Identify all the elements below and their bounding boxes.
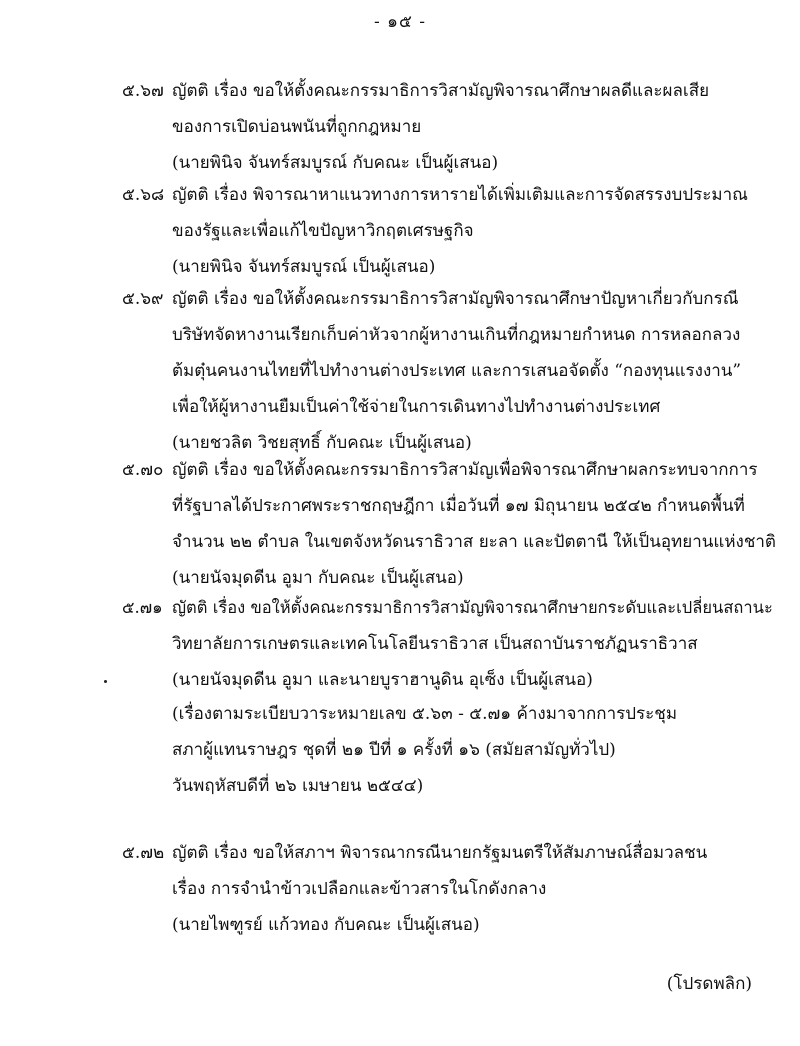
item-text: บริษัทจัดหางานเรียกเก็บค่าหัวจากผู้หางานเกินที่กฎหมายกำหนด การหลอกลวง xyxy=(172,325,741,345)
please-turn-over: (โปรดพลิก) xyxy=(666,974,752,994)
item-text: เรื่อง การจำนำข้าวเปลือกและข้าวสารในโกดังกลาง xyxy=(172,879,547,899)
note-line: สภาผู้แทนราษฎร ชุดที่ ๒๑ ปีที่ ๑ ครั้งที่ ๑๖ (สมัยสามัญทั่วไป) xyxy=(172,740,616,760)
item-proposer: (นายนัจมุดดีน อูมา กับคณะ เป็นผู้เสนอ) xyxy=(172,568,464,588)
item-text: เพื่อให้ผู้หางานยืมเป็นค่าใช้จ่ายในการเดินทางไปทำงานต่างประเทศ xyxy=(172,397,661,417)
item-number: ๕.๖๙ xyxy=(122,289,164,309)
agenda-item-5-67 xyxy=(122,73,782,181)
item-proposer: (นายนัจมุดดีน อูมา และนายบูราฮานูดิน อุเซ็ง เป็นผู้เสนอ) xyxy=(172,670,593,690)
agenda-item-5-68 xyxy=(122,177,782,285)
item-proposer: (นายพินิจ จันทร์สมบูรณ์ กับคณะ เป็นผู้เสนอ) xyxy=(172,153,499,173)
scan-speck xyxy=(104,680,107,683)
item-number: ๕.๖๗ xyxy=(122,81,164,101)
item-first-line xyxy=(122,835,782,871)
item-text: ญัตติ เรื่อง ขอให้ตั้งคณะกรรมาธิการวิสามัญเพื่อพิจารณาศึกษาผลกระทบจากการ xyxy=(172,460,758,480)
item-text: ของรัฐและเพื่อแก้ไขปัญหาวิกฤตเศรษฐกิจ xyxy=(172,221,474,241)
note-line: วันพฤหัสบดีที่ ๒๖ เมษายน ๒๕๔๔) xyxy=(172,776,424,796)
item-text: ญัตติ เรื่อง พิจารณาหาแนวทางการหารายได้เพิ่มเติมและการจัดสรรงบประมาณ xyxy=(172,185,748,205)
item-proposer: (นายพินิจ จันทร์สมบูรณ์ เป็นผู้เสนอ) xyxy=(172,257,436,277)
item-first-line xyxy=(122,73,782,109)
note-line: (เรื่องตามระเบียบวาระหมายเลข ๕.๖๓ - ๕.๗๑ ค้างมาจากการประชุม xyxy=(172,704,678,724)
item-text: ญัตติ เรื่อง ขอให้สภาฯ พิจารณากรณีนายกรัฐมนตรีให้สัมภาษณ์สื่อมวลชน xyxy=(172,843,708,863)
agenda-item-5-71 xyxy=(122,590,782,698)
item-proposer: (นายไพฑูรย์ แก้วทอง กับคณะ เป็นผู้เสนอ) xyxy=(172,915,480,935)
item-text: ของการเปิดบ่อนพนันที่ถูกกฎหมาย xyxy=(172,117,422,137)
agenda-item-5-70 xyxy=(122,452,782,596)
item-text: ญัตติ เรื่อง ขอให้ตั้งคณะกรรมาธิการวิสามัญพิจารณาศึกษายกระดับและเปลี่ยนสถานะ xyxy=(172,598,773,617)
item-number: ๕.๗๑ xyxy=(122,598,163,617)
item-first-line xyxy=(122,590,782,626)
item-proposer: (นายชวลิต วิชยสุทธิ์ กับคณะ เป็นผู้เสนอ) xyxy=(172,433,472,453)
item-text: จำนวน ๒๒ ตำบล ในเขตจังหวัดนราธิวาส ยะลา และปัตตานี ให้เป็นอุทยานแห่งชาติ xyxy=(172,532,776,552)
pending-note xyxy=(172,696,732,804)
item-text: ต้มตุ๋นคนงานไทยที่ไปทำงานต่างประเทศ และการเสนอจัดตั้ง “กองทุนแรงงาน” xyxy=(172,361,742,381)
item-first-line xyxy=(122,452,782,488)
item-first-line xyxy=(122,177,782,213)
item-text: ญัตติ เรื่อง ขอให้ตั้งคณะกรรมาธิการวิสามัญพิจารณาศึกษาปัญหาเกี่ยวกับกรณี xyxy=(172,289,739,309)
item-text: ที่รัฐบาลได้ประกาศพระราชกฤษฎีกา เมื่อวันที่ ๑๗ มิถุนายน ๒๕๔๒ กำหนดพื้นที่ xyxy=(172,496,745,516)
item-number: ๕.๗๒ xyxy=(122,843,165,863)
page-number: - ๑๕ - xyxy=(374,12,426,32)
item-number: ๕.๗๐ xyxy=(122,460,164,480)
item-number: ๕.๖๘ xyxy=(122,185,165,205)
agenda-item-5-72 xyxy=(122,835,782,943)
item-first-line xyxy=(122,281,782,317)
agenda-item-5-69 xyxy=(122,281,782,461)
item-text: ญัตติ เรื่อง ขอให้ตั้งคณะกรรมาธิการวิสามัญพิจารณาศึกษาผลดีและผลเสีย xyxy=(172,81,710,101)
item-text: วิทยาลัยการเกษตรและเทคโนโลยีนราธิวาส เป็นสถาบันราชภัฏนราธิวาส xyxy=(172,634,698,654)
